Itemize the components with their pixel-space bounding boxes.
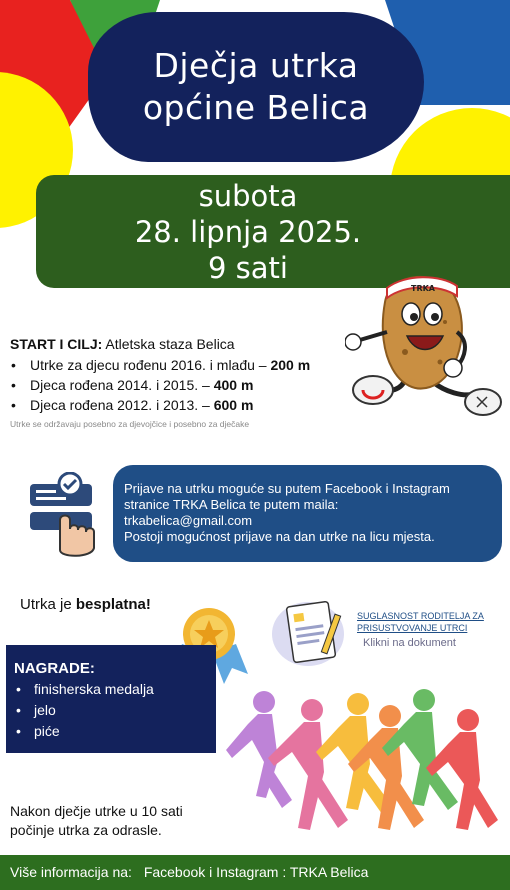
- race-distance: 600 m: [213, 397, 254, 413]
- footer-bar: [0, 855, 510, 890]
- free-entry-text: Utrka je besplatna!: [20, 596, 151, 613]
- title-line-1: Dječja utrka: [153, 46, 359, 85]
- separate-races-note: Utrke se održavaju posebno za djevojčice i posebno za dječake: [10, 419, 250, 429]
- race-item: • Djeca rođena 2014. i 2015. – 400 m: [10, 375, 360, 395]
- registration-box: [113, 465, 502, 562]
- registration-email[interactable]: trkabelica@gmail.com: [124, 513, 253, 528]
- prize-list: [14, 679, 216, 742]
- registration-line-2: stranice TRKA Belica te putem maila:: [124, 497, 339, 512]
- registration-line-4: Postoji mogućnost prijave na dan utrke na licu mjesta.: [124, 529, 435, 544]
- prize-item: • piće: [14, 721, 216, 742]
- start-location: Atletska staza Belica: [105, 336, 235, 352]
- document-icon[interactable]: [268, 596, 358, 671]
- headband-text: TRKA: [410, 284, 436, 293]
- adults-line-1: Nakon dječje utrke u 10 sati: [10, 803, 183, 819]
- race-distance: 400 m: [213, 377, 254, 393]
- start-section: [10, 335, 360, 430]
- consent-link-line-1[interactable]: SUGLASNOST RODITELJA ZA: [357, 611, 484, 621]
- prize-item: • finisherska medalja: [14, 679, 216, 700]
- start-heading: [10, 335, 360, 353]
- title-banner: [88, 12, 424, 162]
- adults-line-2: počinje utrka za odrasle.: [10, 822, 162, 838]
- date-date: 28. lipnja 2025.: [134, 214, 362, 249]
- adults-race-info: [10, 802, 260, 840]
- consent-link-line-2[interactable]: PRISUSTVOVANJE UTRCI: [357, 623, 468, 633]
- prizes-heading: NAGRADE:: [14, 660, 95, 677]
- date-time: 9 sati: [208, 250, 288, 285]
- prizes-box: [6, 645, 216, 753]
- date-day: subota: [198, 178, 298, 213]
- race-list: [10, 355, 360, 415]
- footer-label: Više informacija na:: [10, 864, 132, 880]
- title-line-2: općine Belica: [142, 88, 370, 127]
- free-bold: besplatna!: [75, 596, 151, 613]
- consent-click-text[interactable]: Klikni na dokument: [363, 637, 456, 649]
- race-item: • Djeca rođena 2012. i 2013. – 600 m: [10, 395, 360, 415]
- registration-line-1: Prijave na utrku moguće su putem Facebook i Instagram: [124, 481, 450, 496]
- potato-runner-mascot: [345, 262, 505, 432]
- race-distance: 200 m: [270, 357, 311, 373]
- prize-item: • jelo: [14, 700, 216, 721]
- click-register-icon: [28, 472, 108, 562]
- race-item: • Utrke za djecu rođenu 2016. i mlađu – 200 m: [10, 355, 360, 375]
- start-label: START I CILJ:: [10, 336, 103, 352]
- consent-link-block[interactable]: [357, 610, 507, 650]
- footer-social-link[interactable]: Facebook i Instagram : TRKA Belica: [143, 864, 369, 880]
